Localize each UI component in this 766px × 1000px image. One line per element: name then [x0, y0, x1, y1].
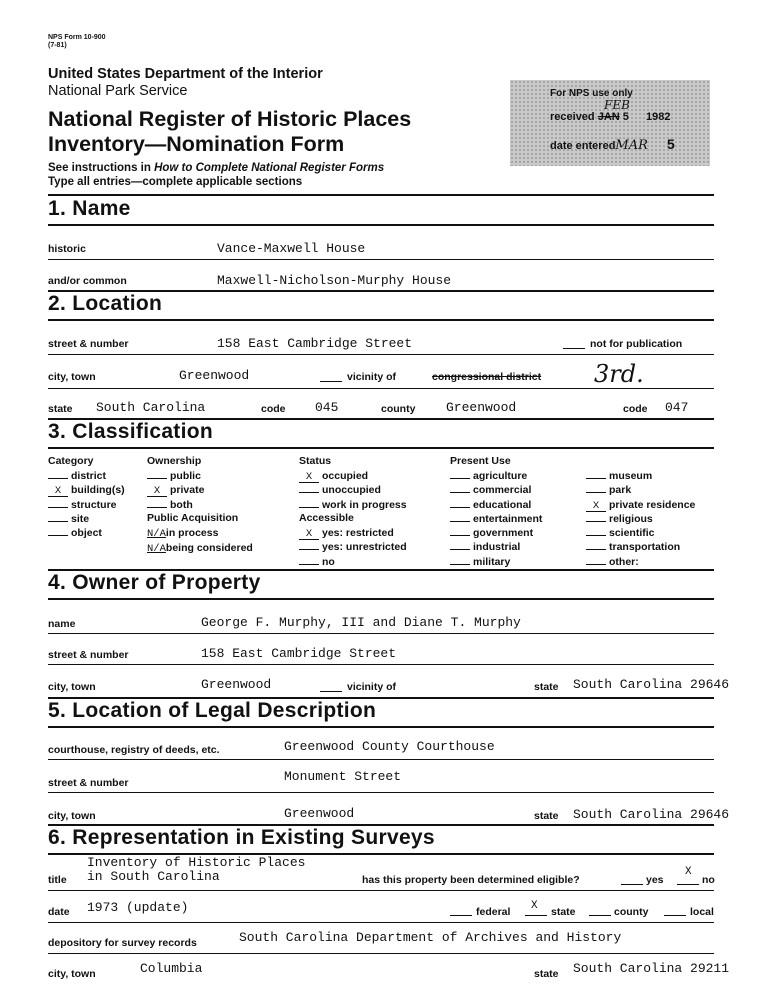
received-month: JAN: [597, 111, 620, 123]
survey-date-label: date: [48, 906, 70, 918]
acquisition-list: [147, 526, 253, 557]
instructions-line-2: Type all entries—complete applicable sections: [48, 176, 303, 188]
legal-state: South Carolina 29646: [573, 807, 730, 822]
historic-name: Vance-Maxwell House: [217, 241, 366, 256]
owner-vicinity: vicinity of: [347, 681, 397, 693]
depository-value: South Carolina Department of Archives and History: [239, 930, 622, 945]
status-work-in-progress[interactable]: [299, 498, 407, 512]
survey-title-label: title: [48, 874, 67, 886]
option-label: transportation: [609, 541, 681, 554]
option-label: no: [322, 555, 335, 568]
category-object[interactable]: [48, 526, 125, 540]
accessible-list: [299, 526, 407, 569]
common-name: Maxwell-Nicholson-Murphy House: [217, 273, 452, 288]
option-label: government: [473, 527, 534, 540]
form-number: [48, 34, 106, 50]
eligible-no-mark: X: [685, 866, 692, 878]
option-label: in process: [165, 527, 219, 539]
option-label: yes: unrestricted: [322, 541, 407, 554]
level-local[interactable]: local: [690, 906, 714, 918]
form-title-1: National Register of Historic Places: [48, 107, 412, 131]
form-number-text: NPS Form 10-900: [48, 34, 106, 41]
form-title-2: Inventory—Nomination Form: [48, 132, 345, 156]
option-label: industrial: [473, 541, 521, 554]
level-state-mark: X: [531, 900, 538, 912]
field-line: [48, 759, 714, 760]
survey-title: [87, 856, 305, 884]
use-private-residence[interactable]: [586, 498, 695, 512]
owner-state: South Carolina 29646: [573, 677, 730, 692]
status-title: Status: [299, 455, 332, 467]
entered-day: 5: [666, 136, 675, 152]
status-list: [299, 469, 407, 512]
use-military[interactable]: [450, 555, 542, 569]
check-mark: X: [147, 486, 167, 497]
survey-date: 1973 (update): [87, 900, 189, 915]
use-commercial[interactable]: [450, 483, 542, 497]
use-government[interactable]: [450, 526, 542, 540]
ownership-title: Ownership: [147, 455, 202, 467]
section-rule: [48, 319, 714, 321]
check-mark: X: [586, 501, 606, 512]
field-line: [48, 633, 714, 634]
survey-title-line-2: in South Carolina: [87, 869, 220, 884]
blank-line: [563, 348, 585, 349]
option-label: district: [71, 470, 107, 482]
field-line: [48, 664, 714, 665]
owner-street-label: street & number: [48, 649, 129, 661]
na-mark: N/A: [147, 543, 166, 556]
street-value: 158 East Cambridge Street: [217, 336, 413, 351]
eligible-no[interactable]: no: [702, 874, 715, 886]
present-use-title: Present Use: [450, 455, 511, 467]
not-for-publication: not for publication: [590, 338, 683, 350]
instructions-text: See instructions in: [48, 162, 155, 174]
state-value: South Carolina: [96, 400, 206, 415]
congressional-district-label: congressional district: [432, 371, 542, 383]
owner-city: Greenwood: [201, 677, 272, 692]
field-line: [48, 922, 714, 923]
ownership-both[interactable]: [147, 498, 204, 512]
field-line: [48, 953, 714, 954]
owner-name-label: name: [48, 618, 76, 630]
entered-label: date entered: [550, 140, 616, 152]
option-label: building(s): [71, 484, 125, 497]
option-label: park: [609, 484, 632, 497]
category-site[interactable]: [48, 512, 125, 526]
level-federal[interactable]: federal: [476, 906, 511, 918]
section-4-heading: 4. Owner of Property: [48, 571, 261, 594]
received-label: received: [550, 111, 595, 123]
section-rule: [48, 224, 714, 226]
courthouse-label: courthouse, registry of deeds, etc.: [48, 744, 220, 756]
field-line: [48, 259, 714, 260]
state-code-label: code: [261, 403, 286, 415]
eligible-yes[interactable]: yes: [646, 874, 664, 886]
stamp-header: For NPS use only: [550, 88, 633, 99]
use-scientific[interactable]: [586, 526, 695, 540]
use-transportation[interactable]: [586, 540, 695, 554]
instructions-title: How to Complete National Register Forms: [154, 162, 385, 174]
option-label: structure: [71, 498, 117, 511]
section-rule: [48, 726, 714, 728]
ownership-private[interactable]: [147, 483, 204, 497]
use-other[interactable]: [586, 555, 695, 569]
section-1-heading: 1. Name: [48, 197, 131, 220]
option-label: private: [170, 484, 205, 497]
district-handwritten: 3rd.: [594, 360, 644, 388]
blank-line: [589, 915, 611, 916]
check-mark: X: [48, 486, 68, 497]
option-label: scientific: [609, 527, 655, 540]
county-code: 047: [665, 400, 689, 415]
use-entertainment[interactable]: [450, 512, 542, 526]
depository-label: depository for survey records: [48, 937, 197, 949]
option-label: commercial: [473, 484, 532, 497]
category-structure[interactable]: [48, 498, 125, 512]
option-label: private residence: [609, 498, 696, 511]
option-label: other:: [609, 555, 639, 568]
eligible-question: has this property been determined eligible?: [362, 874, 580, 886]
entered-month: MAR: [615, 138, 648, 153]
blank-line: [320, 691, 342, 692]
section-2-heading: 2. Location: [48, 292, 163, 315]
received-year: 1982: [645, 111, 671, 123]
blank-line: [450, 915, 472, 916]
section-3-heading: 3. Classification: [48, 420, 213, 443]
option-label: yes: restricted: [322, 527, 394, 539]
category-list: [48, 469, 125, 540]
option-label: both: [170, 498, 193, 511]
legal-city-label: city, town: [48, 810, 96, 822]
field-line: [48, 354, 714, 355]
use-educational[interactable]: [450, 498, 542, 512]
vicinity-label: vicinity of: [347, 371, 397, 383]
acquisition-in-process[interactable]: [147, 526, 253, 541]
use-religious[interactable]: [586, 512, 695, 526]
field-line: [48, 890, 714, 891]
use-agriculture[interactable]: [450, 469, 542, 483]
category-buildings[interactable]: [48, 483, 125, 497]
accessible-unrestricted[interactable]: [299, 540, 407, 554]
field-line: [48, 792, 714, 793]
ownership-list: [147, 469, 204, 512]
city-value: Greenwood: [179, 368, 250, 383]
blank-line: [664, 915, 686, 916]
field-line: [48, 388, 714, 389]
use-industrial[interactable]: [450, 540, 542, 554]
category-title: Category: [48, 455, 94, 467]
owner-state-label: state: [534, 681, 559, 693]
historic-label: historic: [48, 243, 86, 255]
survey-title-line-1: Inventory of Historic Places: [87, 855, 306, 870]
option-label: being considered: [165, 542, 253, 555]
option-label: museum: [609, 470, 653, 482]
acquisition-being-considered[interactable]: [147, 541, 253, 556]
section-rule: [48, 598, 714, 600]
ownership-public[interactable]: [147, 469, 204, 483]
form-revision: (7-81): [48, 42, 67, 49]
county-label: county: [381, 403, 416, 415]
owner-city-label: city, town: [48, 681, 96, 693]
common-label: and/or common: [48, 275, 127, 287]
accessible-no[interactable]: [299, 555, 407, 569]
street-label: street & number: [48, 338, 129, 350]
city-label: city, town: [48, 371, 96, 383]
courthouse-value: Greenwood County Courthouse: [284, 739, 495, 754]
use-museum[interactable]: [586, 469, 695, 483]
accessible-restricted[interactable]: [299, 526, 407, 540]
option-label: agriculture: [473, 470, 528, 482]
survey-state-label: state: [534, 968, 559, 980]
survey-city: Columbia: [140, 961, 203, 976]
legal-street: Monument Street: [284, 769, 402, 784]
state-code: 045: [315, 400, 339, 415]
level-state[interactable]: state: [551, 906, 576, 918]
county-code-label: code: [623, 403, 648, 415]
check-mark: X: [299, 472, 319, 483]
acquisition-title: Public Acquisition: [147, 512, 239, 524]
level-county[interactable]: county: [614, 906, 649, 918]
accessible-title: Accessible: [299, 512, 354, 524]
service-name: National Park Service: [48, 83, 188, 99]
option-label: work in progress: [322, 498, 407, 511]
blank-line: [621, 884, 643, 885]
present-use-col1: [450, 469, 542, 569]
present-use-col2: [586, 469, 695, 569]
blank-line: [677, 884, 699, 885]
option-label: religious: [609, 512, 653, 525]
stamp-received: [550, 111, 670, 123]
status-unoccupied[interactable]: [299, 483, 407, 497]
owner-name: George F. Murphy, III and Diane T. Murphy: [201, 615, 521, 630]
option-label: site: [71, 512, 90, 525]
na-mark: N/A: [147, 528, 166, 540]
blank-line: [525, 915, 547, 916]
use-park[interactable]: [586, 483, 695, 497]
status-occupied[interactable]: [299, 469, 407, 483]
option-label: unoccupied: [322, 484, 381, 497]
section-6-heading: 6. Representation in Existing Surveys: [48, 826, 435, 849]
stamp-received-handwritten: FEB: [604, 98, 630, 112]
received-day: 5: [622, 111, 629, 123]
owner-street: 158 East Cambridge Street: [201, 646, 397, 661]
instructions-line-1: [48, 162, 384, 174]
section-rule: [48, 447, 714, 449]
section-5-heading: 5. Location of Legal Description: [48, 699, 377, 722]
county-value: Greenwood: [446, 400, 517, 415]
blank-line: [320, 381, 342, 382]
legal-state-label: state: [534, 810, 559, 822]
legal-city: Greenwood: [284, 806, 355, 821]
option-label: educational: [473, 498, 532, 511]
survey-city-label: city, town: [48, 968, 96, 980]
department-name: United States Department of the Interior: [48, 66, 323, 82]
section-rule: [48, 194, 714, 196]
option-label: occupied: [322, 470, 369, 482]
check-mark: X: [299, 529, 319, 540]
option-label: object: [71, 527, 102, 540]
option-label: entertainment: [473, 512, 543, 525]
stamp-entered: [550, 136, 675, 153]
option-label: military: [473, 555, 511, 568]
category-district[interactable]: [48, 469, 125, 483]
option-label: public: [170, 470, 201, 482]
legal-street-label: street & number: [48, 777, 129, 789]
state-label: state: [48, 403, 73, 415]
survey-state: South Carolina 29211: [573, 961, 730, 976]
